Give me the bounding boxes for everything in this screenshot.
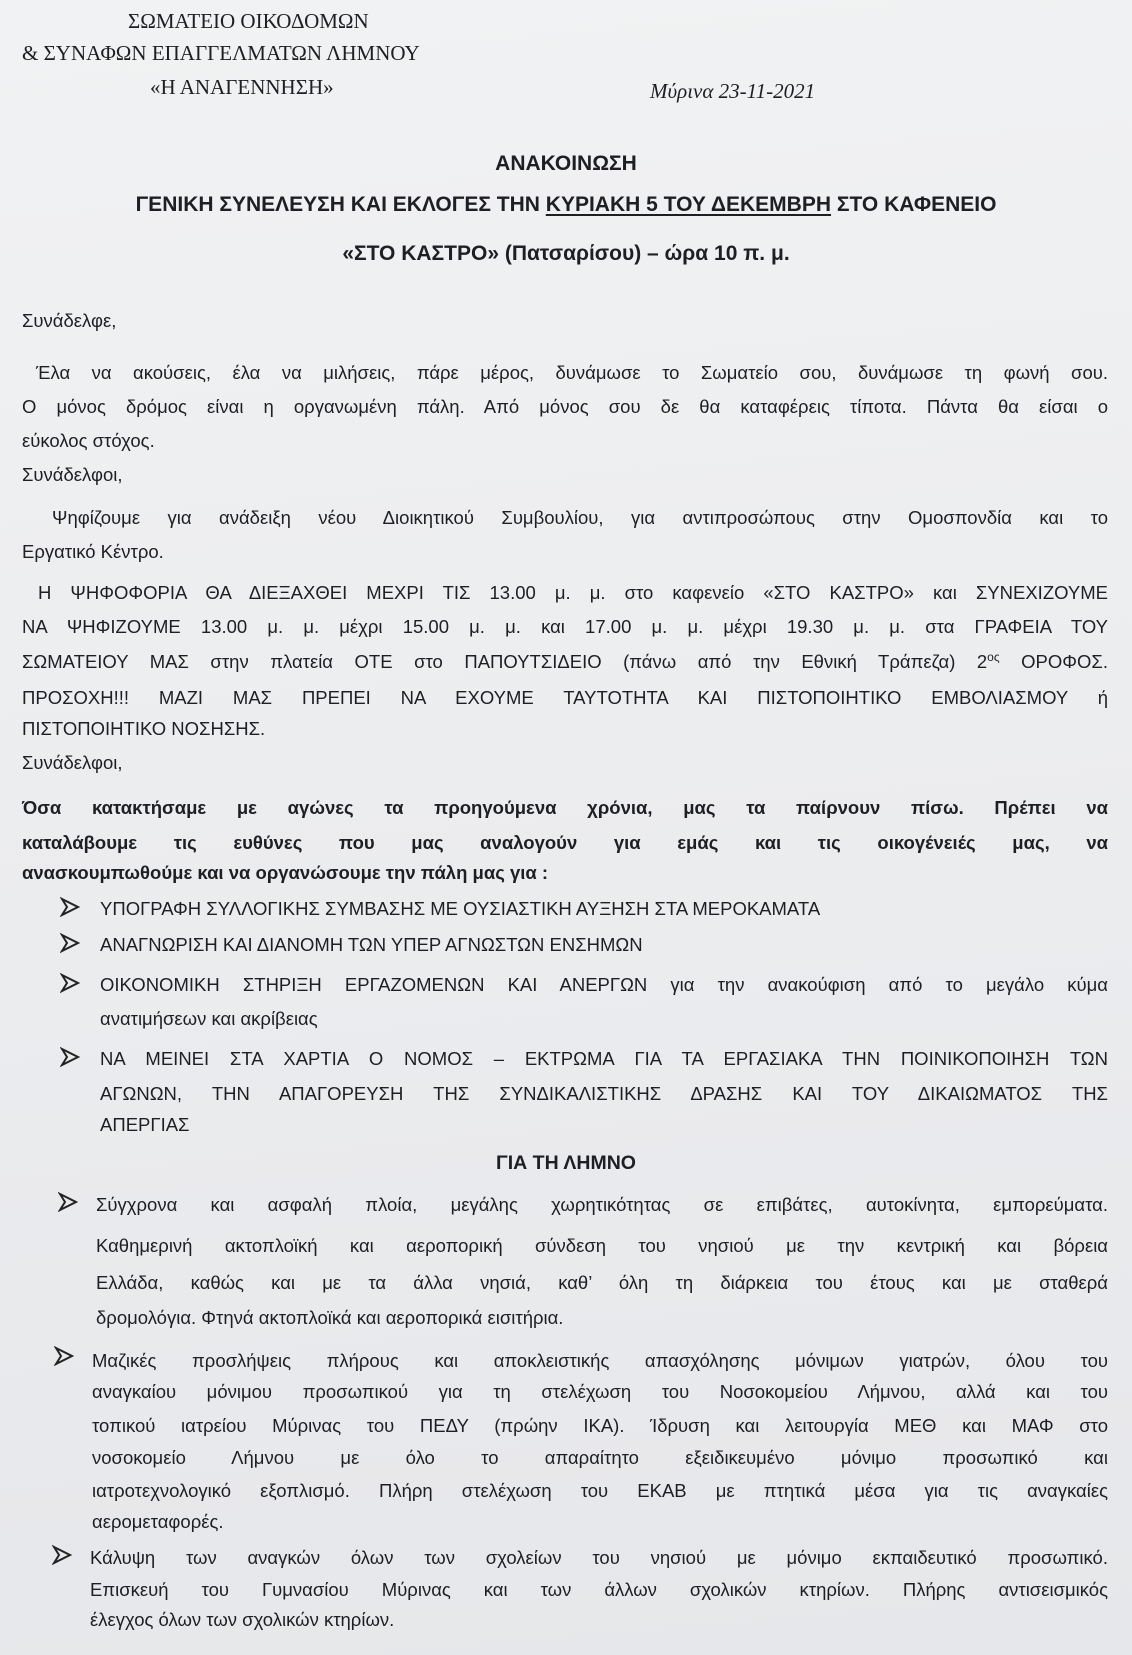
lemnos-heading: ΓΙΑ ΤΗ ΛΗΜΝΟ	[496, 1152, 636, 1174]
union-name-line2: & ΣΥΝΑΦΩΝ ΕΠΑΓΓΕΛΜΑΤΩΝ ΛΗΜΝΟΥ	[22, 41, 420, 65]
arrowhead-bullet-icon	[60, 973, 80, 993]
vote-line: Ψηφίζουμε για ανάδειξη νέου Διοικητικού Συμβουλίου, για αντιπροσώπους στην Ομοσπονδία και το	[52, 507, 1108, 528]
meeting-date: ΚΥΡΙΑΚΗ 5 ΤΟΥ ΔΕΚΕΜΒΡΗ	[545, 193, 832, 216]
demand-item: ΥΠΟΓΡΑΦΗ ΣΥΛΛΟΓΙΚΗΣ ΣΥΜΒΑΣΗΣ ΜΕ ΟΥΣΙΑΣΤΙΚΗ ΑΥΞΗΣΗ ΣΤΑ ΜΕΡΟΚΑΜΑΤΑ	[100, 898, 821, 919]
arrowhead-bullet-icon	[60, 933, 80, 953]
union-name-line1: ΣΩΜΑΤΕΙΟ ΟΙΚΟΔΟΜΩΝ	[128, 9, 369, 33]
demand-item: ΑΝΑΓΝΩΡΙΣΗ ΚΑΙ ΔΙΑΝΟΜΗ ΤΩΝ ΥΠΕΡ ΑΓΝΩΣΤΩΝ ΕΝΣΗΜΩΝ	[100, 934, 643, 955]
salutation: Συνάδελφοι,	[22, 752, 123, 773]
lemnos-item: Κάλυψη των αναγκών όλων των σχολείων του νησιού με μόνιμο εκπαιδευτικό προσωπικό.	[90, 1547, 1108, 1568]
arrowhead-bullet-icon	[60, 897, 80, 917]
lemnos-item-line: αναγκαίου μόνιμου προσωπικού για τη στελέχωση του Νοσοκομείου Λήμνου, αλλά και του	[92, 1381, 1108, 1402]
place-date: Μύρινα 23-11-2021	[650, 79, 816, 103]
announcement-subtitle: ΓΕΝΙΚΗ ΣΥΝΕΛΕΥΣΗ ΚΑΙ ΕΚΛΟΓΕΣ ΤΗΝ ΚΥΡΙΑΚΗ 5 ΤΟΥ ΔΕΚΕΜΒΡΗ ΣΤΟ ΚΑΦΕΝΕΙΟ	[135, 193, 997, 216]
lemnos-item-line: έλεγχος όλων των σχολικών κτηρίων.	[90, 1609, 395, 1630]
lemnos-item-line: αερομεταφορές.	[92, 1511, 224, 1532]
arrowhead-bullet-icon	[52, 1545, 72, 1565]
lemnos-item-line: νοσοκομείο Λήμνου με όλο το απαραίτητο εξειδικευμένο μόνιμο προσωπικό και	[92, 1447, 1108, 1468]
appeal-line: ανασκουμπωθούμε και να οργανώσουμε την πάλη μας για :	[22, 862, 549, 883]
announcement-venue: «ΣΤΟ ΚΑΣΤΡΟ» (Πατσαρίσου) – ώρα 10 π. μ.	[342, 242, 790, 265]
intro-line: Έλα να ακούσεις, έλα να μιλήσεις, πάρε μέρος, δυνάμωσε το Σωματείο σου, δυνάμωσε τη φωνή σου.	[36, 362, 1108, 383]
demand-item-continuation: ΑΠΕΡΓΙΑΣ	[100, 1114, 190, 1135]
arrowhead-bullet-icon	[54, 1346, 74, 1366]
arrowhead-bullet-icon	[60, 1047, 80, 1067]
lemnos-item-line: δρομολόγια. Φτηνά ακτοπλοϊκά και αεροπορικά εισιτήρια.	[96, 1307, 564, 1328]
demand-item-continuation: ΑΓΩΝΩΝ, ΤΗΝ ΑΠΑΓΟΡΕΥΣΗ ΤΗΣ ΣΥΝΔΙΚΑΛΙΣΤΙΚΗΣ ΔΡΑΣΗΣ ΚΑΙ ΤΟΥ ΔΙΚΑΙΩΜΑΤΟΣ ΤΗΣ	[100, 1083, 1108, 1104]
demand-item: ΟΙΚΟΝΟΜΙΚΗ ΣΤΗΡΙΞΗ ΕΡΓΑΖΟΜΕΝΩΝ ΚΑΙ ΑΝΕΡΓΩΝ για την ανακούφιση από το μεγάλο κύμα	[100, 974, 1108, 995]
announcement-title: ΑΝΑΚΟΙΝΩΣΗ	[495, 152, 637, 175]
salutation: Συνάδελφε,	[22, 310, 117, 331]
demand-item: ΝΑ ΜΕΙΝΕΙ ΣΤΑ ΧΑΡΤΙΑ Ο ΝΟΜΟΣ – ΕΚΤΡΩΜΑ ΓΙΑ ΤΑ ΕΡΓΑΣΙΑΚΑ ΤΗΝ ΠΟΙΝΙΚΟΠΟΙΗΣΗ ΤΩΝ	[100, 1048, 1108, 1069]
lemnos-item-line: Ελλάδα, καθώς και με τα άλλα νησιά, καθ’ όλη τη διάρκεια του έτους και με σταθερά	[96, 1272, 1108, 1293]
intro-line: Ο μόνος δρόμος είναι η οργανωμένη πάλη. Από μόνος σου δε θα καταφέρεις τίποτα. Πάντα θα είσαι ο	[22, 396, 1108, 417]
lemnos-item: Μαζικές προσλήψεις πλήρους και αποκλειστικής απασχόλησης μόνιμων γιατρών, όλου του	[92, 1350, 1108, 1371]
lemnos-item: Σύγχρονα και ασφαλή πλοία, μεγάλης χωρητικότητας σε επιβάτες, αυτοκίνητα, εμπορεύματα.	[96, 1194, 1108, 1215]
voting-line: Η ΨΗΦΟΦΟΡΙΑ ΘΑ ΔΙΕΞΑΧΘΕΙ ΜΕΧΡΙ ΤΙΣ 13.00 μ. μ. στο καφενείο «ΣΤΟ ΚΑΣΤΡΟ» και ΣΥΝΕΧΙΖΟΥΜΕ	[38, 582, 1108, 603]
salutation: Συνάδελφοι,	[22, 464, 123, 485]
lemnos-item-line: τοπικού ιατρείου Μύρινας του ΠΕΔΥ (πρώην ΙΚΑ). Ίδρυση και λειτουργία ΜΕΘ και ΜΑΦ στο	[92, 1415, 1108, 1436]
appeal-line: καταλάβουμε τις ευθύνες που μας αναλογούν για εμάς και τις οικογένειές μας, να	[22, 832, 1108, 853]
lemnos-item-line: Επισκευή του Γυμνασίου Μύρινας και των άλλων σχολικών κτηρίων. Πλήρης αντισεισμικός	[90, 1579, 1108, 1600]
voting-line: ΣΩΜΑΤΕΙΟΥ ΜΑΣ στην πλατεία ΟΤΕ στο ΠΑΠΟΥΤΣΙΔΕΙΟ (πάνω από την Εθνική Τράπεζα) $2^{o\varsigma}$ ΟΡΟΦΟΣ.	[22, 650, 1108, 672]
arrowhead-bullet-icon	[58, 1192, 78, 1212]
lemnos-item-line: Καθημερινή ακτοπλοϊκή και αεροπορική σύνδεση του νησιού με την κεντρική και βόρεια	[96, 1235, 1108, 1256]
union-name-line3: «Η ΑΝΑΓΕΝΝΗΣΗ»	[150, 75, 334, 99]
intro-line: εύκολος στόχος.	[22, 430, 155, 451]
voting-line: ΝΑ ΨΗΦΙΖΟΥΜΕ 13.00 μ. μ. μέχρι 15.00 μ. μ. και 17.00 μ. μ. μέχρι 19.30 μ. μ. στα ΓΡΑΦΕΙΑ ΤΟΥ	[22, 616, 1108, 637]
notice-line: ΠΡΟΣΟΧΗ!!! ΜΑΖΙ ΜΑΣ ΠΡΕΠΕΙ ΝΑ ΕΧΟΥΜΕ ΤΑΥΤΟΤΗΤΑ ΚΑΙ ΠΙΣΤΟΠΟΙΗΤΙΚΟ ΕΜΒΟΛΙΑΣΜΟΥ ή	[22, 687, 1108, 708]
vote-line: Εργατικό Κέντρο.	[22, 541, 164, 562]
demand-item-continuation: ανατιμήσεων και ακρίβειας	[100, 1008, 318, 1029]
appeal-line: Όσα κατακτήσαμε με αγώνες τα προηγούμενα χρόνια, μας τα παίρνουν πίσω. Πρέπει να	[22, 797, 1108, 818]
lemnos-item-line: ιατροτεχνολογικό εξοπλισμό. Πλήρη στελέχωση του ΕΚΑΒ με πτητικά μέσα για τις αναγκαίες	[92, 1480, 1108, 1501]
notice-line: ΠΙΣΤΟΠΟΙΗΤΙΚΟ ΝΟΣΗΣΗΣ.	[22, 718, 266, 739]
